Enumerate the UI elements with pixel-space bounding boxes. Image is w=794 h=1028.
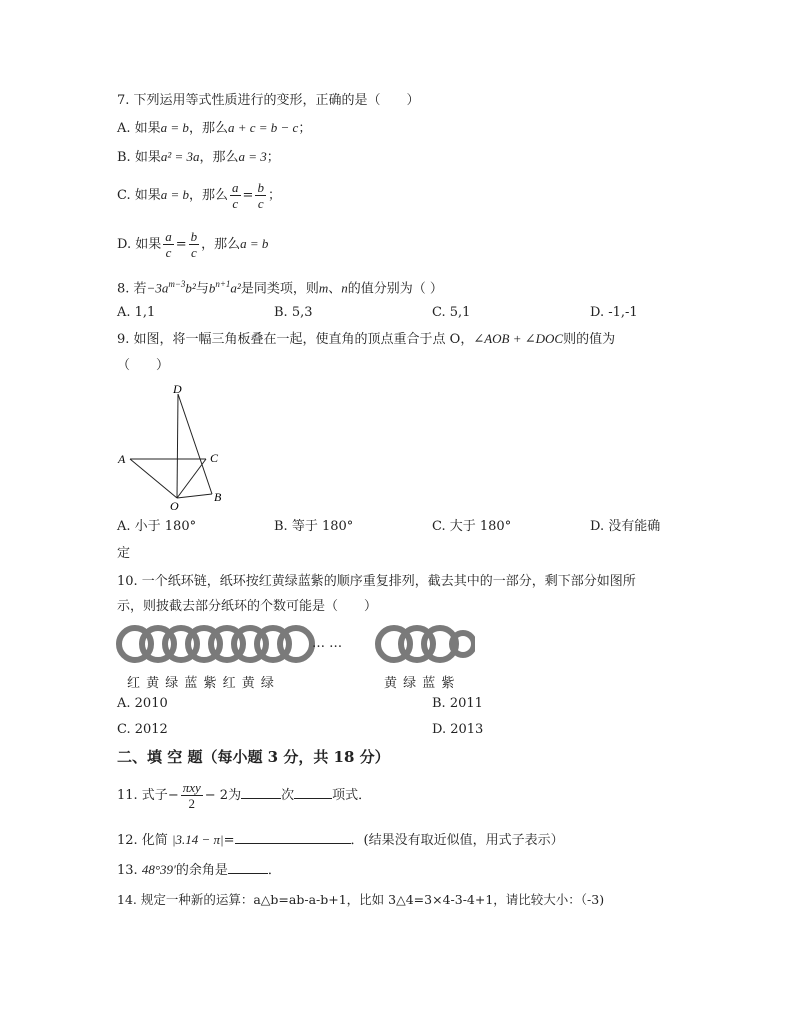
q11-prefix: 11. 式子 [117,788,168,803]
q7-d-eq: = [175,237,187,252]
q7-option-d [117,225,268,264]
q8-expr2: b [208,280,216,296]
q7-b-math2: a = 3 [238,149,267,164]
q7-a-mid: ，那么 [188,121,228,136]
q9-option-b: B. 等于 180° [274,519,354,534]
q8-option-a: A. 1,1 [117,305,156,320]
q7-b-prefix: B. 如果 [117,150,161,165]
q12 [117,831,564,850]
q8-prefix: 8. 若 [117,281,147,297]
q11-blank-2[interactable] [294,786,332,799]
q9-stem-end: 则的值为 [563,332,616,347]
q7-d-frac2: $\frac{b}{c}$ [190,229,198,260]
label-o: O [170,499,179,513]
q10-option-d: D. 2013 [432,722,484,737]
q13-angle: 48°39′ [141,862,176,877]
q7-c-end: ； [267,188,281,203]
q7-b-mid: ，那么 [199,150,239,165]
q8-mid: 与 [195,281,209,297]
q7-b-end: ； [266,150,280,165]
q8-exp2: n+1 [215,279,231,289]
label-c: C [210,451,219,465]
q7-a-math1: a = b [160,120,189,135]
q9-option-d: D. 没有能确 [590,519,661,534]
q8-expr1b: b² [185,280,196,296]
q8-sep: 、 [328,281,342,297]
q8-var-m: m [318,280,329,296]
q11-tail: − 2 [204,788,229,803]
q14: 14. 规定一种新的运算：a△b=ab-a-b+1，比如 3△4=3×4-3-4+1，请比较大小：（-3) [117,892,605,907]
q12-abs: |3.14 − π| [171,832,224,847]
q7-d-prefix: D. 如果 [117,237,162,252]
q13-suffix: 的余角是 [175,863,228,878]
q7-d-frac1: $\frac{a}{c}$ [165,229,172,260]
q7-b-math1: a² = 3a [160,149,200,164]
q7-d-mid: ，那么 [201,237,241,252]
q10-labels-left: 红 黄 绿 蓝 紫 红 黄 绿 [127,676,275,691]
q7-option-b [117,148,280,167]
q8-stem-end: 的值分别为（ ） [347,281,443,297]
left-ring-group [119,628,312,660]
q11-ci: 次 [281,788,295,803]
q8-stem [117,275,443,298]
label-a: A [118,452,126,466]
q9-option-d-wrap: 定 [117,546,131,561]
q13-end: ． [267,863,281,878]
q10-stem-line1: 10. 一个纸环链，纸环按红黄绿蓝紫的顺序重复排列，截去其中的一部分，剩下部分如图所 [117,574,636,589]
q11-blank-1[interactable] [241,786,281,799]
q7-a-math2: a + c = b − c [227,120,299,135]
right-ring-group [378,628,474,660]
q13-blank[interactable] [228,861,268,874]
q12-eq: = [223,833,235,848]
q10-ring-chain-figure [115,624,475,666]
q12-suffix: ．(结果没有取近似值，用式子表示） [350,833,564,848]
q9-paren: （ ） [117,358,170,373]
q9-triangle-figure [110,382,240,514]
q7-c-eq: = [242,188,254,203]
q8-expr1: −3a [146,280,169,296]
label-b: B [214,490,222,504]
q8-option-d: D. -1,-1 [590,305,638,320]
q8-option-b: B. 5,3 [274,305,313,320]
q11-xiang: 项式． [332,788,372,803]
q10-option-c: C. 2012 [117,722,168,737]
q7-d-math2: a = b [240,236,269,251]
q7-c-mid: ，那么 [189,188,229,203]
q11-wei: 为 [228,788,242,803]
q11 [117,777,371,815]
q9-option-a: A. 小于 180° [117,519,197,534]
q8-suffix: 是同类项，则 [240,281,319,297]
label-d: D [173,382,182,396]
q7-option-c [117,176,281,215]
q7-c-prefix: C. 如果 [117,188,161,203]
q7-stem: 7. 下列运用等式性质进行的变形，正确的是（ ） [117,93,420,108]
q9-stem-text: 9. 如图，将一幅三角板叠在一起，使直角的顶点重合于点 O， [117,332,474,347]
q13-prefix: 13. [117,863,138,878]
q12-prefix: 12. 化简 [117,833,168,848]
q7-c-frac2: $\frac{b}{c}$ [257,180,264,211]
q10-option-b: B. 2011 [432,696,483,711]
q9-stem [117,330,615,349]
q13 [117,861,281,880]
q7-a-end: ； [298,121,312,136]
q12-blank[interactable] [235,831,351,844]
q11-minus: − [167,788,179,803]
q8-var-n: n [341,280,348,296]
q10-labels-right: 黄 绿 蓝 紫 [384,676,456,691]
q8-option-c: C. 5,1 [432,305,471,320]
q10-stem-line2: 示，则披截去部分纸环的个数可能是（ ） [117,599,378,614]
q9-angle-expr: ∠AOB + ∠DOC [473,331,564,346]
q8-expr2b: a² [230,280,241,296]
q8-exp1: m−3 [168,279,186,289]
q10-option-a: A. 2010 [117,696,168,711]
section-2-title: 二、填 空 题（每小题 3 分，共 18 分） [117,748,390,766]
q7-a-prefix: A. 如果 [117,121,161,136]
q11-frac: $\frac{\text{πxy}}{2}$ [182,780,201,811]
q7-c-math1: a = b [160,187,190,202]
q7-option-a [117,119,311,138]
q10-ellipsis: … … [312,636,343,651]
q9-option-c: C. 大于 180° [432,519,512,534]
q7-c-frac1: $\frac{a}{c}$ [232,180,239,211]
